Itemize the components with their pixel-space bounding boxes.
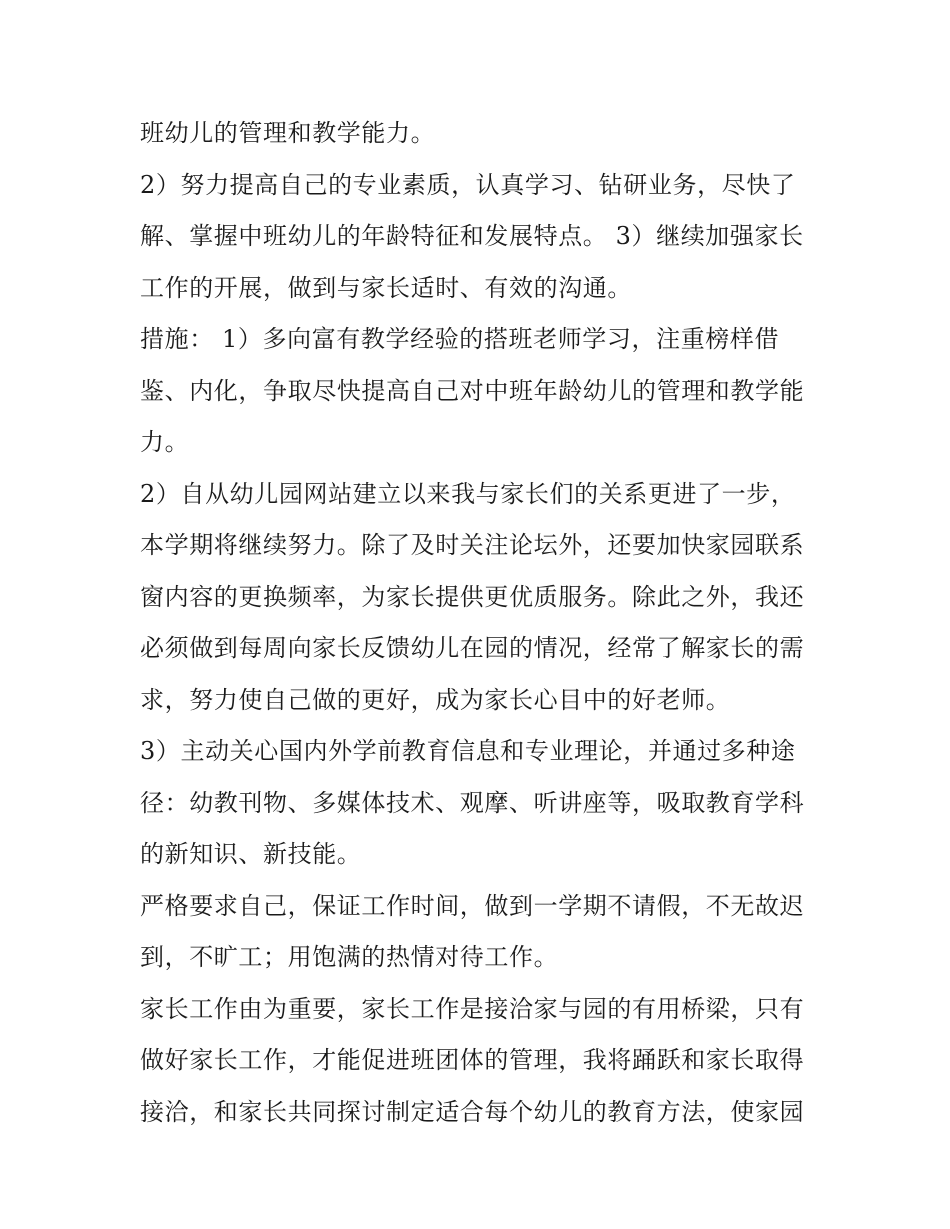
text-line: 接洽，和家长共同探讨制定适合每个幼儿的教育方法，使家园	[140, 1097, 805, 1126]
text-line: 径：幼教刊物、多媒体技术、观摩、听讲座等，吸取教育学科	[140, 788, 805, 817]
text-line: 窗内容的更换频率，为家长提供更优质服务。除此之外，我还	[140, 582, 805, 611]
text-line: 做好家长工作，才能促进班团体的管理，我将踊跃和家长取得	[140, 1046, 805, 1074]
text-line: 工作的开展，做到与家长适时、有效的沟通。	[140, 273, 632, 302]
text-line: 求，努力使自己做的更好，成为家长心目中的好老师。	[140, 685, 731, 714]
text-line: 2）努力提高自己的专业素质，认真学习、钻研业务，尽快了	[140, 170, 796, 199]
text-line: 2）自从幼儿园网站建立以来我与家长们的关系更进了一步，	[140, 479, 796, 508]
text-line: 家长工作由为重要，家长工作是接洽家与园的有用桥梁，只有	[140, 994, 805, 1023]
text-line: 到，不旷工；用饱满的热情对待工作。	[140, 943, 559, 971]
document-body	[140, 108, 820, 1138]
text-line: 力。	[140, 428, 190, 456]
text-line: 解、掌握中班幼儿的年龄特征和发展特点。 3）继续加强家长	[140, 222, 804, 250]
text-line: 班幼儿的管理和教学能力。	[140, 119, 436, 147]
text-line: 鉴、内化，争取尽快提高自己对中班年龄幼儿的管理和教学能	[140, 376, 805, 405]
text-line: 措施： 1）多向富有教学经验的搭班老师学习，注重榜样借	[140, 325, 780, 353]
text-line: 严格要求自己，保证工作时间，做到一学期不请假，不无故迟	[140, 891, 805, 920]
text-line: 的新知识、新技能。	[140, 840, 362, 868]
text-line: 必须做到每周向家长反馈幼儿在园的情况，经常了解家长的需	[140, 634, 805, 662]
text-line: 3）主动关心国内外学前教育信息和专业理论，并通过多种途	[140, 737, 796, 765]
text-line: 本学期将继续努力。除了及时关注论坛外，还要加快家园联系	[140, 531, 805, 559]
